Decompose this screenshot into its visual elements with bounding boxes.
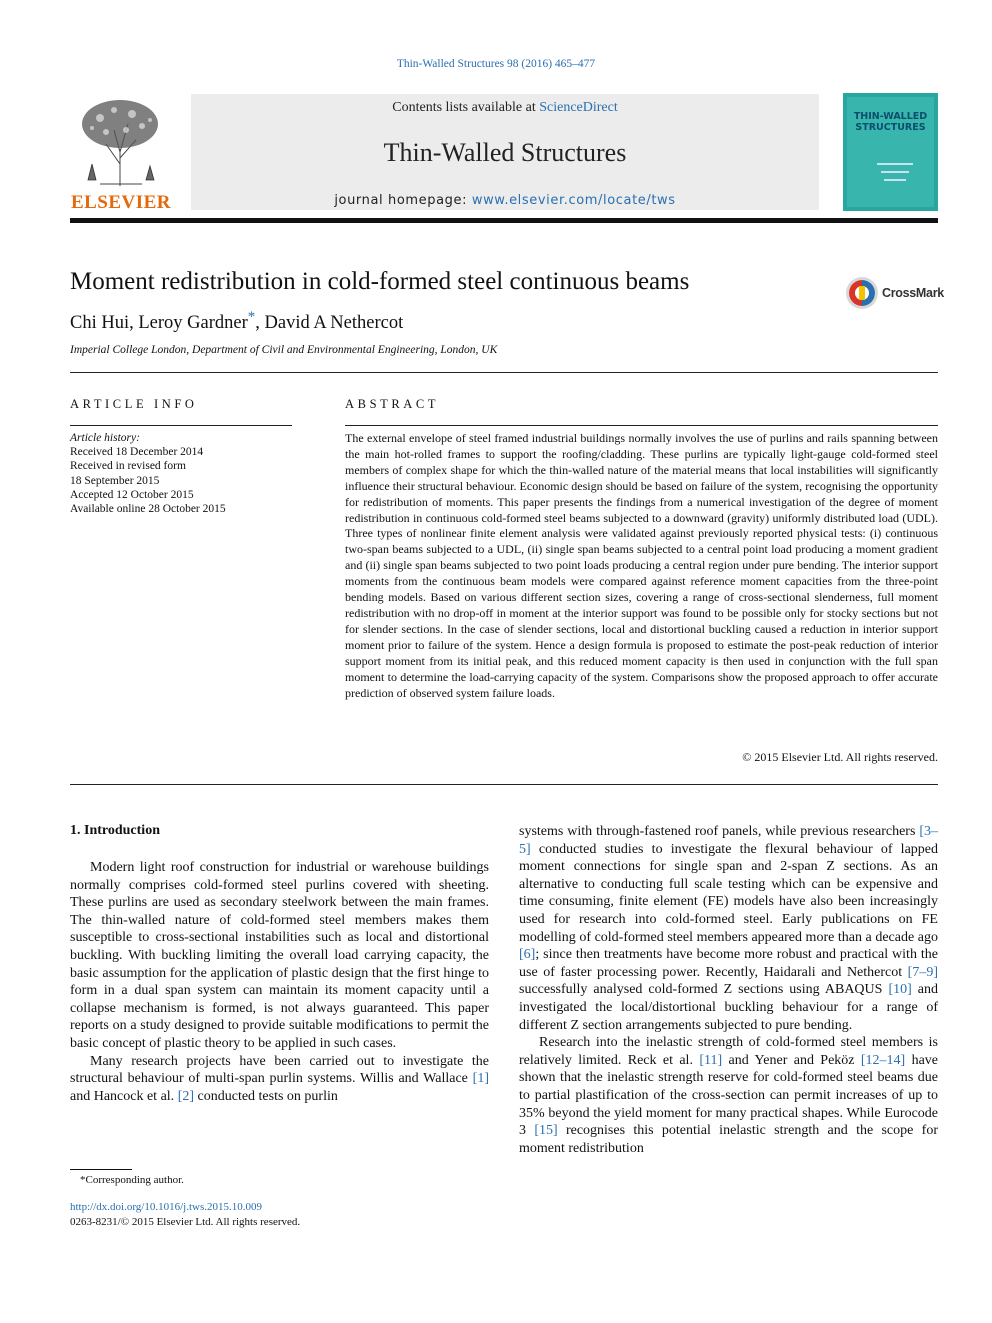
body-column-left [70,859,489,1105]
journal-title: Thin-Walled Structures [383,138,627,167]
contents-prefix: Contents lists available at [392,100,540,115]
paragraph-text: conducted studies to investigate the flexural behaviour of lapped moment connections for single span and 2-span Z sections. As an alternative to conducting full scale testing which can be expensive and time consuming, finite element (FE) models have also been increasingly used for research into cold-formed steel. Early publications on FE modelling of cold-formed steel members appeared more than a decade ago [519,841,938,945]
citation-link[interactable]: [11] [699,1052,723,1068]
citation-link[interactable]: [2] [177,1088,195,1104]
elsevier-logo [70,94,172,212]
journal-reference[interactable] [0,58,992,70]
body-column-right [519,823,938,1157]
paragraph-text: and Hancock et al. [70,1088,178,1104]
paragraph-text: have shown that the inelastic strength reserve for cold-formed steel beams due to partial plastification of the cross-section can permit increases of up to 35% beyond the yield moment for many practical shapes. While Eurocode 3 [519,1052,939,1139]
paragraph: Modern light roof construction for industrial or warehouse buildings normally comprises cold-formed steel purlins covered with sheeting. These purlins are used as secondary steelwork between the main frames. The thin-walled nature of cold-formed steel members makes them susceptible to cross-sectional instabilities such as local and distortional buckling. With buckling limiting the overall load carrying capacity, the basic assumption for the application of plastic design that the first hinge to form in a dual span system can maintain its moment capacity until a collapse mechanism is formed, is not always guaranteed. This paper reports on a study designed to provide suitable modifications to permit the basic concept of plastic theory to be applied in such cases. [70,860,489,1051]
history-entry: Accepted 12 October 2015 [70,488,194,501]
elsevier-tree-icon [70,94,172,188]
citation-link[interactable]: [10] [888,982,912,998]
citation-link[interactable]: [7–9] [907,964,938,980]
crossmark-badge[interactable] [845,276,944,310]
header-rule [70,218,938,223]
citation-link[interactable]: [3–5] [519,824,938,857]
paragraph [70,1053,489,1106]
citation-link[interactable]: [15] [534,1123,558,1139]
issn-copyright: 0263-8231/© 2015 Elsevier Ltd. All rights reserved. [70,1216,301,1228]
paragraph-text: Research into the inelastic strength of cold-formed steel members is relatively limited. Reck et al. [519,1035,938,1068]
history-entry: Available online 28 October 2015 [70,503,226,516]
footnote-marker: * [80,1174,86,1186]
title-rule [70,372,938,373]
sciencedirect-link[interactable]: ScienceDirect [539,100,618,115]
crossmark-label: CrossMark [882,286,944,300]
abstract-rule [345,425,938,426]
citation-link[interactable]: [6] [519,947,536,963]
article-title: Moment redistribution in cold-formed steel continuous beams [70,268,690,295]
paragraph-text: successfully analysed cold-formed Z sections using ABAQUS [519,982,889,998]
abstract-text: The external envelope of steel framed industrial buildings normally involves the use of purlins and rails spanning between the main hot-rolled frames to support the roofing/cladding. These purlins are typically light-gauge cold-formed steel members of complex shape for which the thin-walled nature of the material means that local instabilities will significantly influence their structural behaviour. Economic design should be based on failure of the system, recognising the opportunity for redistribution of moments. This paper presents the findings from a numerical investigation of the degree of moment redistribution in continuous cold-formed steel beams subjected to a downward (gravity) uniformly distributed load (UDL). Three types of nonlinear finite element analysis were validated against previously reported physical tests: (i) continuous two-span beams subjected to a UDL, (ii) single span beams subjected to a central point load producing a moment gradient and (ii) single span beams subjected to two point loads producing a central region under pure bending. The interior support moments from the continuous beam models were compared against reference moment capacities from the three-point bending models. Based on various different section sizes, covering a range of cross-sectional slenderness, full moment redistribution with no drop-off in moment at the interior support was found to be possible only for stocky sections but not for slender sections. In the case of slender sections, local and distortional buckling caused a reduction in interior support moment prior to failure of the system. Hence a design formula is proposed to estimate the post-peak reduction of interior support moment from its initial peak, and this reduced moment capacity is then used in conjunction with the full span moment to determine the load-carrying capacity of the system. Comparisons show the proposed approach to offer accurate prediction of observed system failure loads. [345,431,938,700]
history-entry: 18 September 2015 [70,474,160,487]
abstract-copyright: © 2015 Elsevier Ltd. All rights reserved. [742,750,938,764]
doi-link[interactable]: http://dx.doi.org/10.1016/j.tws.2015.10.009 [70,1201,263,1213]
footnote-rule [70,1169,132,1170]
cover-line [877,163,913,165]
corresponding-author-marker[interactable]: * [247,308,256,325]
footnote-corresponding [80,1174,184,1186]
authors-part2: , David A Nethercot [255,313,404,333]
contents-line [191,100,819,116]
abstract-label: ABSTRACT [345,397,440,411]
article-info-label: ARTICLE INFO [70,397,198,411]
cover-title [847,111,934,133]
cover-title-line1: THIN-WALLED [853,111,928,122]
crossmark-icon [845,276,879,310]
cover-line [884,179,906,181]
author-list [70,308,404,334]
homepage-link[interactable]: www.elsevier.com/locate/tws [471,193,676,208]
paragraph-text: and investigated the local/distortional buckling behaviour for a range of different Z section arrangements subjected to pure bending. [519,982,939,1033]
journal-cover-image [843,93,938,211]
history-entry: Received in revised form [70,460,186,473]
paragraph-text: and Yener and Peköz [722,1052,861,1068]
footnote-text: Corresponding author. [85,1174,184,1186]
cover-line [881,171,909,173]
publisher-name: ELSEVIER [70,192,172,213]
journal-reference-link[interactable]: Thin-Walled Structures 98 (2016) 465–477 [396,58,596,70]
paragraph-text: recognises this potential inelastic strength and the scope for moment redistribution [519,1123,938,1156]
cover-title-line2: STRUCTURES [855,122,926,133]
paragraph [519,823,938,1034]
article-history [70,431,292,516]
affiliation: Imperial College London, Department of Civil and Environmental Engineering, London, UK [70,344,498,356]
homepage-line [191,193,819,208]
paragraph [519,1034,938,1157]
citation-link[interactable]: [12–14] [860,1052,906,1068]
authors-part1: Chi Hui, Leroy Gardner [70,313,248,333]
paragraph-text: systems with through-fastened roof panels, while previous researchers [519,824,920,839]
abstract-end-rule [70,784,938,785]
homepage-prefix: journal homepage: [334,193,472,208]
paragraph-text: Many research projects have been carried out to investigate the structural behaviour of multi-span purlin systems. Willis and Wallace [70,1053,489,1087]
history-entry: Received 18 December 2014 [70,446,204,459]
article-info-rule [70,425,292,426]
article-history-header: Article history: [70,432,140,444]
paragraph-text: conducted tests on purlin [194,1088,338,1104]
section-heading-introduction: 1. Introduction [70,823,160,838]
citation-link[interactable]: [1] [472,1071,489,1087]
paragraph-text: ; since then treatments have become more robust and practical with the use of faster processing power. Recently, Haidarali and Nethercot [519,947,938,980]
